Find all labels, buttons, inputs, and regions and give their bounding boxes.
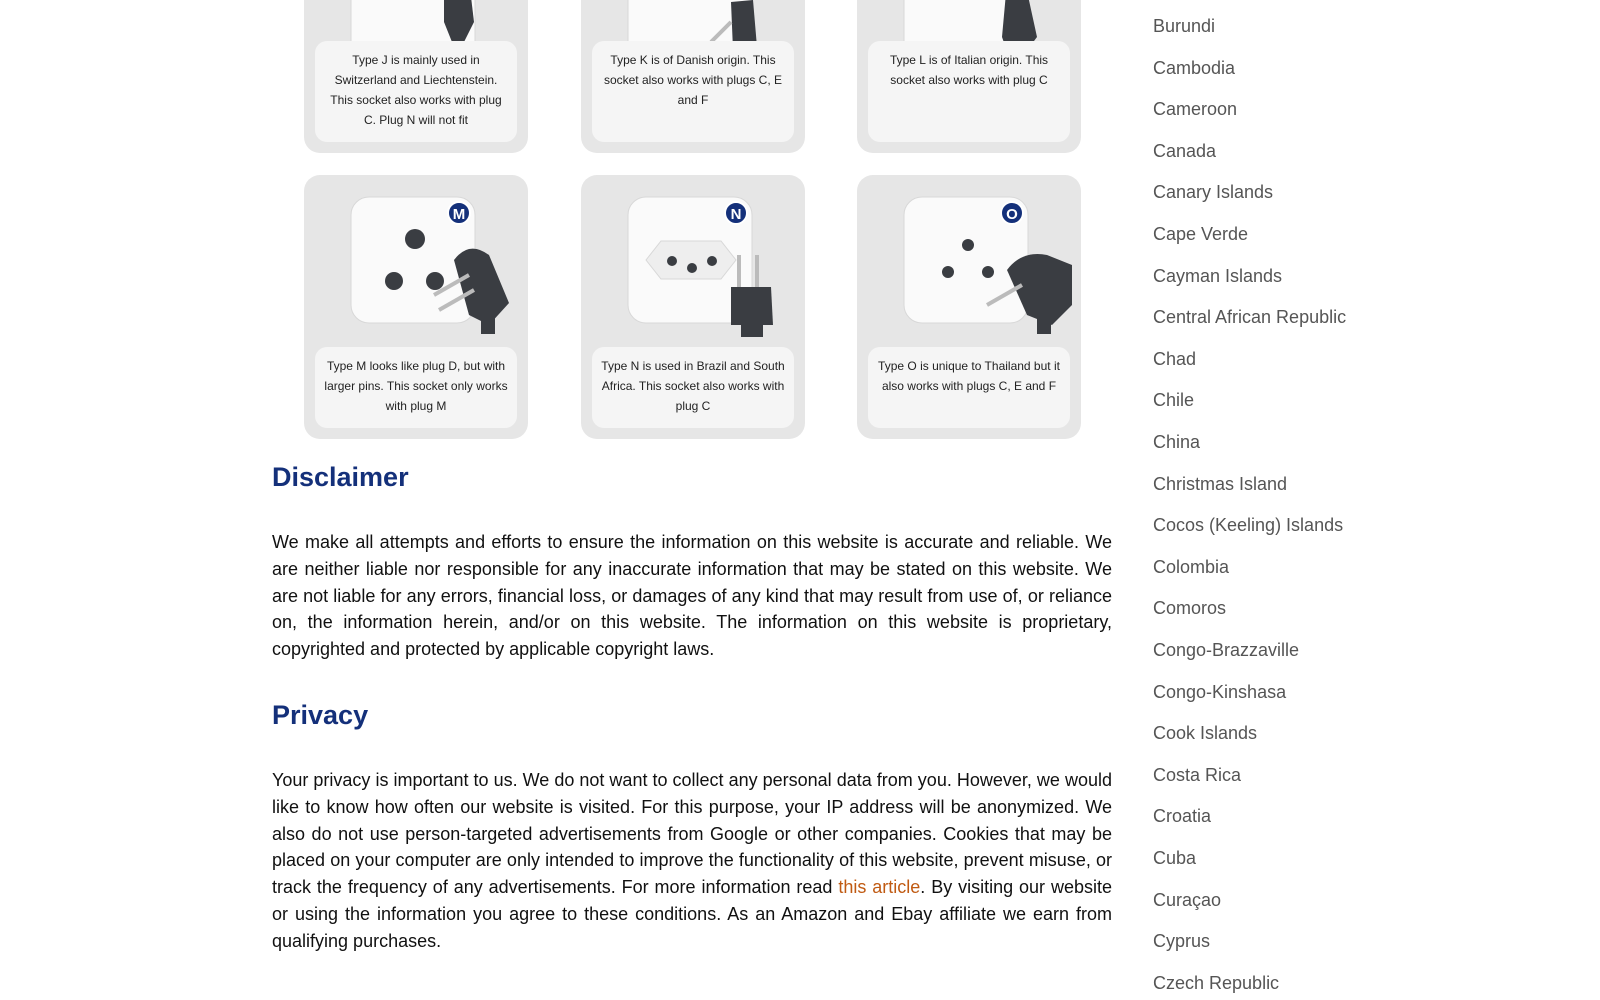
privacy-text	[272, 767, 1112, 955]
sidebar-country-link[interactable]: Canada	[1153, 140, 1217, 161]
socket-m-icon	[304, 175, 528, 355]
sidebar-country-link[interactable]: Chile	[1153, 390, 1195, 411]
plug-j-description: Type J is mainly used in Switzerland and Liechtenstein. This socket also works with plug C. Plug N will not fit	[315, 41, 517, 142]
plug-m-description: Type M looks like plug D, but with larger pins. This socket only works with plug M	[315, 347, 517, 428]
disclaimer-text: We make all attempts and efforts to ensure the information on this website is accurate and reliable. We are neither liable nor responsible for any inaccurate information that may be stated on this website. We are not liable for any errors, financial loss, or damages of any kind that may result from use of, or reliance on, the information herein, and/or on this website. The information on this website is proprietary, copyrighted and protected by applicable copyright laws.	[272, 532, 1112, 660]
sidebar-country-link[interactable]: Cayman Islands	[1153, 265, 1283, 286]
main-content	[272, 0, 1112, 951]
plug-card-o[interactable]	[857, 175, 1081, 439]
disclaimer-heading: Disclaimer	[272, 462, 409, 492]
sidebar-country-link[interactable]: Burundi	[1153, 16, 1216, 36]
plug-card-n[interactable]	[581, 175, 805, 439]
sidebar-country-link[interactable]: Congo-Kinshasa	[1153, 681, 1287, 702]
sidebar-country-link[interactable]: Czech Republic	[1153, 972, 1280, 993]
plug-card-j[interactable]	[304, 0, 528, 153]
sidebar-country-link[interactable]: Cameroon	[1153, 99, 1238, 120]
badge-o: O	[1006, 206, 1018, 223]
plug-card-k[interactable]	[581, 0, 805, 153]
sidebar-country-link[interactable]: Cyprus	[1153, 931, 1211, 952]
sidebar-country-link[interactable]: Canary Islands	[1153, 182, 1274, 203]
plug-o-description: Type O is unique to Thailand but it also works with plugs C, E and F	[868, 347, 1070, 428]
sidebar-country-link[interactable]: Chad	[1153, 348, 1197, 369]
plug-card-m[interactable]	[304, 175, 528, 439]
plug-card-l[interactable]	[857, 0, 1081, 153]
sidebar-country-link[interactable]: Congo-Brazzaville	[1153, 640, 1300, 660]
sidebar-country-link[interactable]: Central African Republic	[1153, 307, 1347, 328]
sidebar-country-link[interactable]: Cuba	[1153, 848, 1197, 868]
plug-n-description: Type N is used in Brazil and South Africa. This socket also works with plug C	[592, 347, 794, 428]
plug-l-description: Type L is of Italian origin. This socket also works with plug C	[868, 41, 1070, 142]
sidebar-country-link[interactable]: Colombia	[1153, 556, 1230, 577]
badge-m: M	[452, 206, 466, 223]
sidebar-country-link[interactable]: China	[1153, 432, 1201, 452]
privacy-text-after: . By visiting our website or using the information you agree to these conditions. As an Amazon and Ebay affiliate we earn from qualifying purchases.	[272, 877, 1112, 951]
sidebar-country-link[interactable]: Cape Verde	[1153, 224, 1249, 244]
sidebar-country-link[interactable]: Christmas Island	[1153, 473, 1288, 494]
badge-n: N	[730, 206, 742, 223]
sidebar-country-link[interactable]: Croatia	[1153, 806, 1212, 827]
privacy-text-before: Your privacy is important to us. We do not want to collect any personal data from you. However, we would like to know how often our website is visited. For this purpose, your IP address will be anonymized. We also do not use person-targeted advertisements from Google or other companies. Cookies that may be placed on your computer are only intended to improve the functionality of this website, prevent misuse, or track the frequency of any advertisements. For more information read	[272, 770, 1112, 898]
privacy-article-link[interactable]: this article	[838, 877, 921, 898]
sidebar-country-link[interactable]: Cook Islands	[1153, 723, 1258, 744]
sidebar-country-link[interactable]: Cambodia	[1153, 57, 1236, 78]
socket-n-icon	[581, 175, 805, 355]
sidebar-country-link[interactable]: Comoros	[1153, 598, 1227, 619]
sidebar-country-link[interactable]: Cocos (Keeling) Islands	[1153, 515, 1344, 536]
plug-k-description: Type K is of Danish origin. This socket also works with plugs C, E and F	[592, 41, 794, 142]
sidebar-country-link[interactable]: Costa Rica	[1153, 764, 1242, 785]
privacy-heading: Privacy	[272, 700, 369, 730]
sidebar-country-link[interactable]: Curaçao	[1153, 889, 1222, 910]
plug-type-grid	[272, 0, 1112, 440]
socket-o-icon	[857, 175, 1081, 355]
